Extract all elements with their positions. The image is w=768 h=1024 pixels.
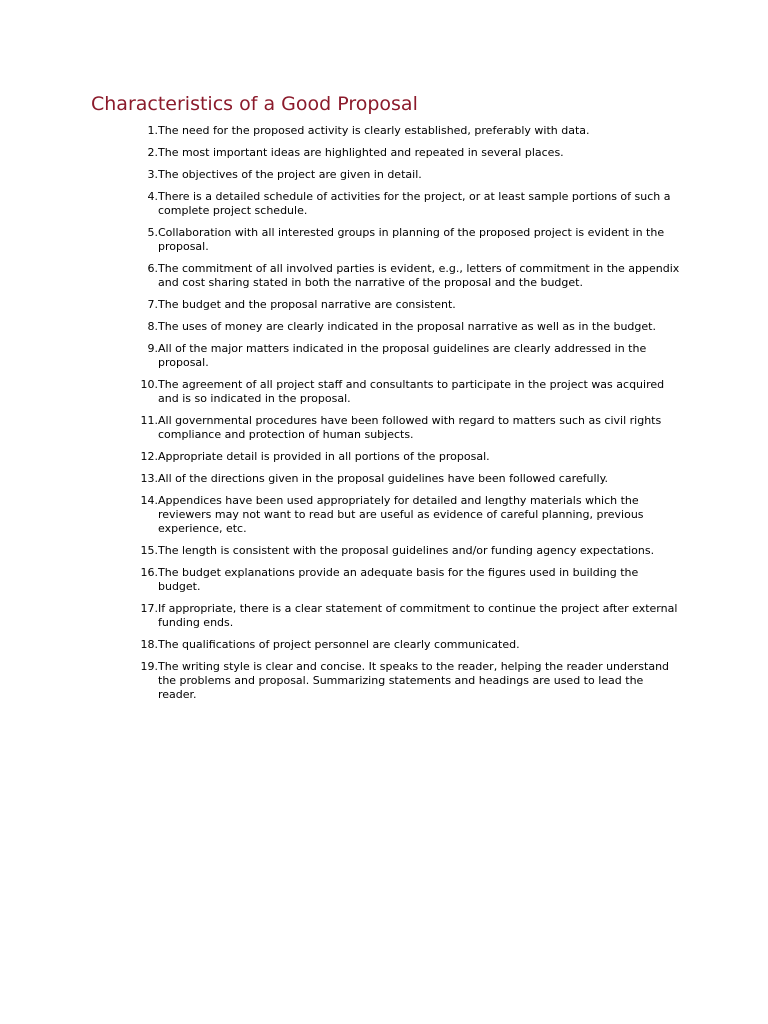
list-item [124,472,680,486]
list-item-text: All governmental procedures have been followed with regard to matters such as civil rights compliance and protection of human subjects. [158,414,662,441]
list-item-number: 16. [140,566,158,579]
list-item [124,378,680,406]
list-item [124,638,680,652]
list-item [124,450,680,464]
list-item [124,494,680,536]
list-item [124,190,680,218]
list-item-text: Collaboration with all interested groups in planning of the proposed project is evident in the proposal. [158,226,665,253]
list-item-number: 10. [140,378,158,391]
list-item-text: The need for the proposed activity is clearly established, preferably with data. [158,124,590,137]
list-item-text: The agreement of all project staff and consultants to participate in the project was acquired and is so indicated in the proposal. [158,378,665,405]
list-item-text: Appendices have been used appropriately for detailed and lengthy materials which the reviewers may not want to read but are useful as evidence of careful planning, previous experience, etc. [158,494,644,535]
list-item-text: The budget explanations provide an adequate basis for the figures used in building the budget. [158,566,639,593]
list-item [124,226,680,254]
list-item-text: Appropriate detail is provided in all portions of the proposal. [158,450,490,463]
criteria-list [124,124,680,710]
list-item [124,262,680,290]
list-item [124,168,680,182]
list-item-number: 15. [140,544,158,557]
list-item [124,602,680,630]
document-title: Characteristics of a Good Proposal [91,93,418,115]
list-item-number: 3. [147,168,158,181]
list-item-number: 7. [147,298,158,311]
list-item-text: The qualifications of project personnel are clearly communicated. [158,638,520,651]
list-item-number: 6. [147,262,158,275]
list-item-number: 2. [147,146,158,159]
list-item-number: 4. [147,190,158,203]
list-item [124,544,680,558]
list-item-number: 8. [147,320,158,333]
list-item-number: 14. [140,494,158,507]
list-item-text: The commitment of all involved parties is evident, e.g., letters of commitment in the appendix and cost sharing stated in both the narrative of the proposal and the budget. [158,262,680,289]
list-item-text: The budget and the proposal narrative are consistent. [158,298,456,311]
list-item-text: All of the directions given in the proposal guidelines have been followed carefully. [158,472,609,485]
list-item-number: 13. [140,472,158,485]
list-item-text: The uses of money are clearly indicated in the proposal narrative as well as in the budget. [158,320,656,333]
list-item-number: 19. [140,660,158,673]
list-item-number: 11. [140,414,158,427]
list-item-number: 9. [147,342,158,355]
list-item [124,320,680,334]
list-item [124,566,680,594]
list-item-text: The objectives of the project are given in detail. [158,168,422,181]
list-item-text: There is a detailed schedule of activities for the project, or at least sample portions of such a complete project schedule. [158,190,671,217]
list-item [124,146,680,160]
list-item [124,298,680,312]
list-item [124,660,680,702]
list-item-number: 17. [140,602,158,615]
list-item-text: The writing style is clear and concise. It speaks to the reader, helping the reader understand the problems and proposal. Summarizing statements and headings are used to lead the reader. [158,660,670,701]
list-item [124,124,680,138]
list-item-text: The length is consistent with the proposal guidelines and/or funding agency expectations. [158,544,655,557]
list-item-text: The most important ideas are highlighted and repeated in several places. [158,146,564,159]
list-item-text: If appropriate, there is a clear statement of commitment to continue the project after external funding ends. [158,602,678,629]
list-item-number: 1. [147,124,158,137]
list-item-number: 5. [147,226,158,239]
list-item-number: 18. [140,638,158,651]
list-item [124,414,680,442]
list-item [124,342,680,370]
list-item-number: 12. [140,450,158,463]
list-item-text: All of the major matters indicated in the proposal guidelines are clearly addressed in the proposal. [158,342,647,369]
